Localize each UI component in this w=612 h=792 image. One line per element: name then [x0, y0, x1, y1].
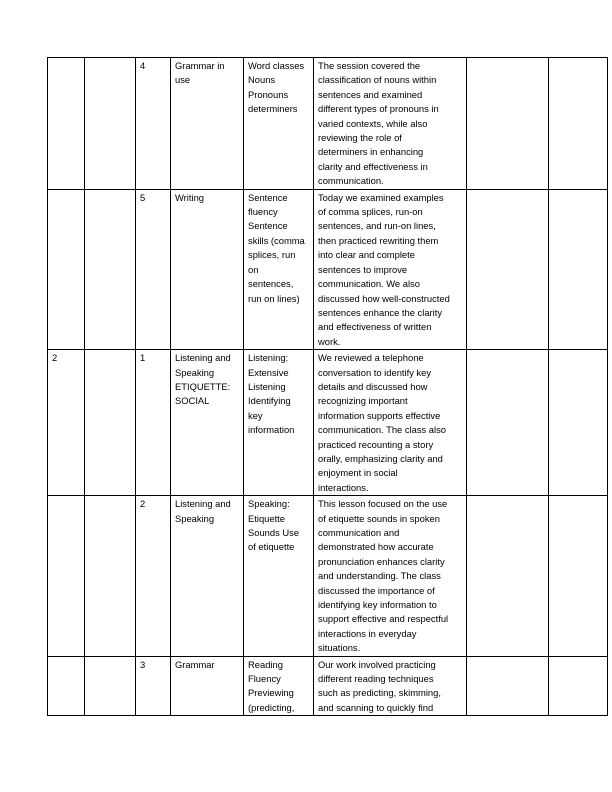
lesson-summary-cell: Today we examined examples of comma splices, run-on sentences, and run-on lines, then practiced rewriting them into clear and complete sentences to improve communication. We also discussed how well-constructed sentences enhance the clarity and effectiveness of written work. [314, 189, 467, 349]
strand-cell: Listening and Speaking ETIQUETTE: SOCIAL [171, 350, 244, 496]
blank-cell [467, 350, 549, 496]
week-cell [48, 496, 85, 656]
blank-cell [85, 496, 136, 656]
blank-cell [467, 58, 549, 190]
sub-strand-cell: Word classes Nouns Pronouns determiners [244, 58, 314, 190]
sub-strand-cell: Reading Fluency Previewing (predicting, [244, 656, 314, 716]
blank-cell [549, 189, 608, 349]
strand-cell: Grammar [171, 656, 244, 716]
sub-strand-cell: Speaking: Etiquette Sounds Use of etiquette [244, 496, 314, 656]
blank-cell [549, 58, 608, 190]
blank-cell [85, 350, 136, 496]
strand-cell: Writing [171, 189, 244, 349]
table-row [48, 496, 608, 656]
blank-cell [85, 189, 136, 349]
week-cell [48, 58, 85, 190]
lesson-number-cell: 2 [136, 496, 171, 656]
lesson-number-cell: 3 [136, 656, 171, 716]
lesson-number-cell: 1 [136, 350, 171, 496]
blank-cell [549, 656, 608, 716]
lesson-number-cell: 4 [136, 58, 171, 190]
blank-cell [467, 189, 549, 349]
blank-cell [549, 496, 608, 656]
table-row [48, 189, 608, 349]
sub-strand-cell: Sentence fluency Sentence skills (comma splices, run on sentences, run on lines) [244, 189, 314, 349]
strand-cell: Grammar in use [171, 58, 244, 190]
lesson-number-cell: 5 [136, 189, 171, 349]
table-row [48, 58, 608, 190]
lesson-summary-cell: This lesson focused on the use of etiquette sounds in spoken communication and demonstrated how accurate pronunciation enhances clarity and understanding. The class discussed the importance of identifying key information to support effective and respectful interactions in everyday situations. [314, 496, 467, 656]
sub-strand-cell: Listening: Extensive Listening Identifying key information [244, 350, 314, 496]
blank-cell [85, 58, 136, 190]
blank-cell [467, 656, 549, 716]
week-cell [48, 656, 85, 716]
table-row [48, 350, 608, 496]
week-cell: 2 [48, 350, 85, 496]
lesson-record-table [47, 57, 608, 716]
blank-cell [467, 496, 549, 656]
lesson-summary-cell: We reviewed a telephone conversation to identify key details and discussed how recognizing important information supports effective communication. The class also practiced recounting a story orally, emphasizing clarity and enjoyment in social interactions. [314, 350, 467, 496]
week-cell [48, 189, 85, 349]
table-row [48, 656, 608, 716]
blank-cell [85, 656, 136, 716]
strand-cell: Listening and Speaking [171, 496, 244, 656]
blank-cell [549, 350, 608, 496]
lesson-summary-cell: The session covered the classification of nouns within sentences and examined different types of pronouns in varied contexts, while also reviewing the role of determiners in enhancing clarity and effectiveness in communication. [314, 58, 467, 190]
lesson-summary-cell: Our work involved practicing different reading techniques such as predicting, skimming, and scanning to quickly find [314, 656, 467, 716]
